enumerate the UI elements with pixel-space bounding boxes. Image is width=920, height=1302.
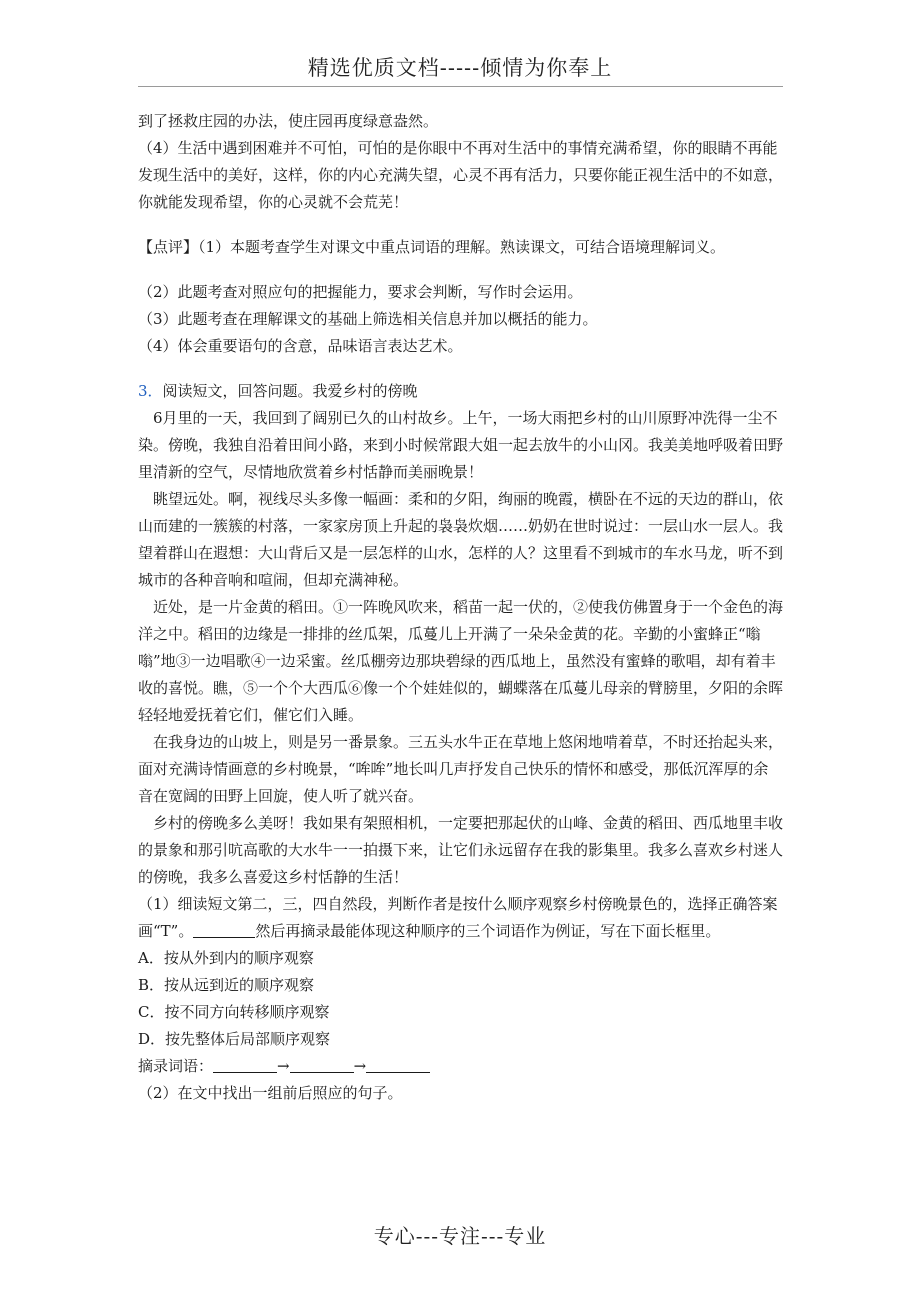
arrow-icon: → <box>353 1057 367 1075</box>
passage-paragraph-1: 6月里的一天，我回到了阔别已久的山村故乡。上午，一场大雨把乡村的山川原野冲洗得一尘不染。傍晚，我独自沿着田间小路，来到小时候常跟大姐一起去放牛的小山冈。我美美地呼吸着田野里清新的空气，尽情地欣赏着乡村恬静而美丽晚景！ <box>138 409 784 481</box>
question-title-text: 阅读短文，回答问题。我爱乡村的傍晚 <box>162 382 418 400</box>
question-number: 3． <box>138 382 163 400</box>
sub-question-2: （2）在文中找出一组前后照应的句子。 <box>138 1084 403 1102</box>
comment-intro: 【点评】（1）本题考查学生对课文中重点词语的理解。熟读课文，可结合语境理解词义。 <box>138 238 726 256</box>
sub-question-1 <box>138 891 783 945</box>
extract-blank-2[interactable] <box>290 1056 354 1073</box>
passage-paragraph-2: 眺望远处。啊，视线尽头多像一幅画：柔和的夕阳，绚丽的晚霞，横卧在不远的天边的群山，依山而建的一簇簇的村落，一家家房顶上升起的袅袅炊烟……奶奶在世时说过：一层山水一层人。我望着群山在遐想：大山背后又是一层怎样的山水，怎样的人？这里看不到城市的车水马龙，听不到城市的各种音响和喧闹，但却充满神秘。 <box>138 490 784 589</box>
answer-4: （4）生活中遇到困难并不可怕，可怕的是你眼中不再对生活中的事情充满希望，你的眼睛不再能发现生活中的美好，这样，你的内心充满失望，心灵不再有活力，只要你能正视生活中的不如意，你就能发现希望，你的心灵就不会荒芜！ <box>138 139 784 211</box>
page-header: 精选优质文档-----倾情为你奉上 <box>307 56 613 80</box>
passage-paragraph-3: 近处，是一片金黄的稻田。①一阵晚风吹来，稻苗一起一伏的，②使我仿佛置身于一个金色的海洋之中。稻田的边缘是一排排的丝瓜架，瓜蔓儿上开满了一朵朵金黄的花。辛勤的小蜜蜂正“嗡嗡”地③一边唱歌④一边采蜜。丝瓜棚旁边那块碧绿的西瓜地上，虽然没有蜜蜂的歌唱，却有着丰收的喜悦。瞧，⑤一个个大西瓜⑥像一个个娃娃似的，蝴蝶落在瓜蔓儿母亲的臂膀里，夕阳的余晖轻轻地爱抚着它们，催它们入睡。 <box>138 598 784 724</box>
extract-blank-3[interactable] <box>366 1056 430 1073</box>
question-title <box>138 378 783 405</box>
page-footer: 专心---专注---专业 <box>373 1224 547 1248</box>
comment-2: （2）此题考查对照应句的把握能力，要求会判断，写作时会运用。 <box>138 283 583 301</box>
extract-blank-1[interactable] <box>213 1056 277 1073</box>
option-b[interactable]: B．按从远到近的顺序观察 <box>138 976 315 994</box>
option-a[interactable]: A．按从外到内的顺序观察 <box>138 949 314 967</box>
header-divider <box>138 86 783 87</box>
arrow-icon: → <box>277 1057 290 1075</box>
extract-label: 摘录词语： <box>138 1057 214 1075</box>
document-body <box>138 108 783 1107</box>
option-d[interactable]: D．按先整体后局部顺序观察 <box>138 1030 331 1048</box>
passage-paragraph-4: 在我身边的山坡上，则是另一番景象。三五头水牛正在草地上悠闲地啃着草，不时还抬起头来，面对充满诗情画意的乡村晚景，“哞哞”地长叫几声抒发自己快乐的情怀和感受，那低沉浑厚的余音在宽阔的田野上回旋，使人听了就兴奋。 <box>138 733 784 805</box>
sub-question-1-text: （1）细读短文第二，三，四自然段，判断作者是按什么顺序观察乡村傍晚景色的，选择正确答案画“T”。 <box>138 895 778 940</box>
top-line-1: 到了拯救庄园的办法，使庄园再度绿意盎然。 <box>138 112 439 130</box>
comment-3: （3）此题考查在理解课文的基础上筛选相关信息并加以概括的能力。 <box>138 310 598 328</box>
option-c[interactable]: C．按不同方向转移顺序观察 <box>138 1003 330 1021</box>
extract-words-line <box>138 1053 783 1080</box>
sub-question-1-text-cont: 然后再摘录最能体现这种顺序的三个词语作为例证，写在下面长框里。 <box>255 922 721 940</box>
answer-blank[interactable] <box>193 921 255 938</box>
comment-4: （4）体会重要语句的含意，品味语言表达艺术。 <box>138 337 463 355</box>
passage-paragraph-5: 乡村的傍晚多么美呀！我如果有架照相机，一定要把那起伏的山峰、金黄的稻田、西瓜地里丰收的景象和那引吭高歌的大水牛一一拍摄下来，让它们永远留存在我的影集里。我多么喜欢乡村迷人的傍晚，我多么喜爱这乡村恬静的生活！ <box>138 814 784 886</box>
